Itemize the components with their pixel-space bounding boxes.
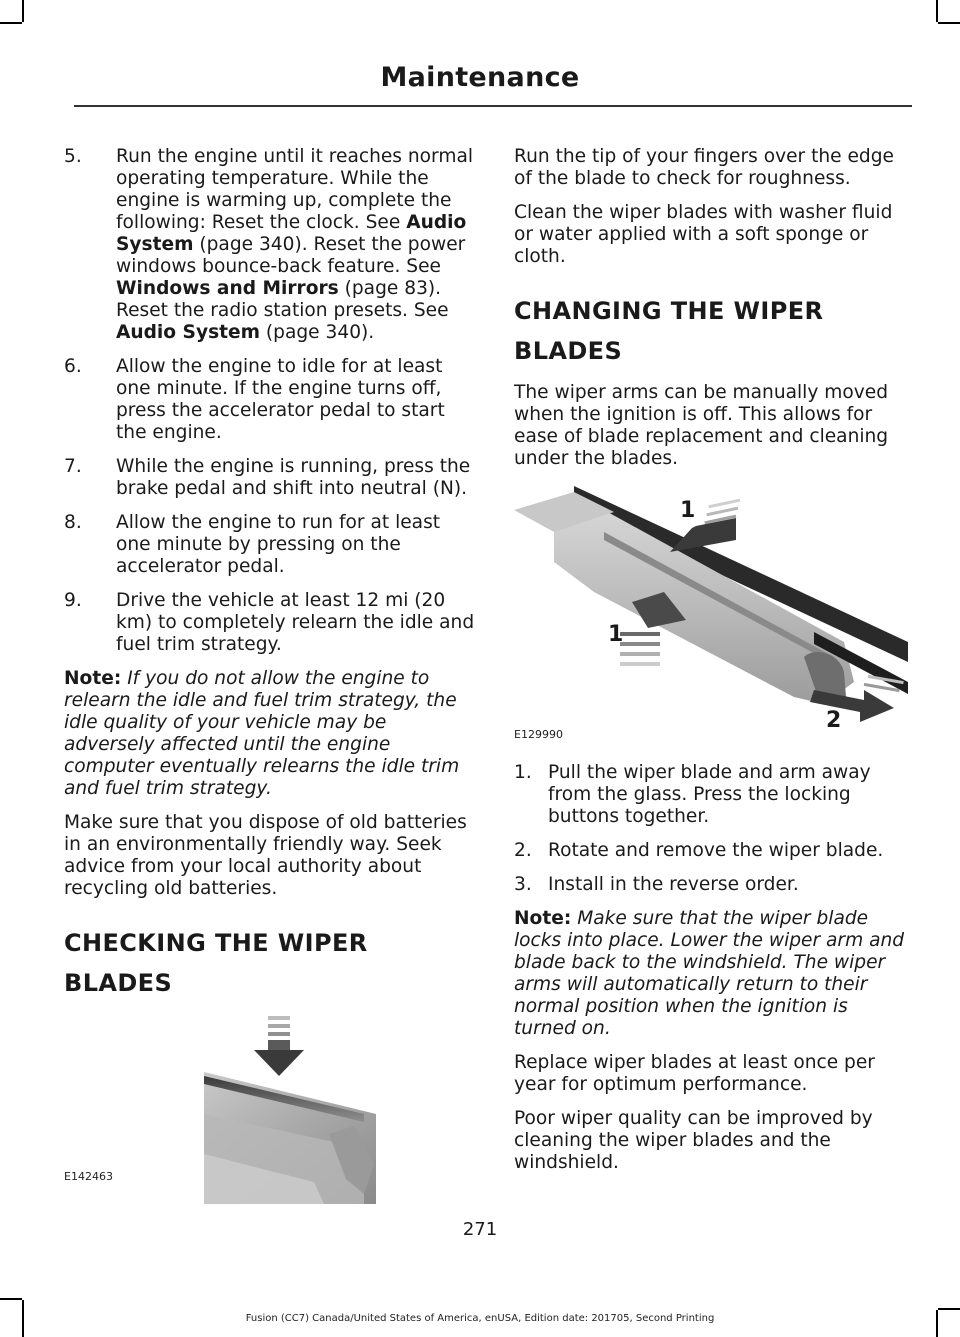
list-item [64,590,476,656]
callout-1-middle: 1 [608,622,624,647]
heading-line: BLADES [514,337,623,365]
list-number: 3. [514,874,532,895]
list-text: Allow the engine to run for at least one minute by pressing on the accelerator pedal. [116,512,441,577]
crop-mark [0,22,22,24]
list-number: 6. [64,356,82,377]
list-item [64,146,476,344]
wiper-blade-edge-illustration [64,1014,476,1210]
callout-2: 2 [826,708,842,733]
list-number: 1. [514,762,532,783]
footer-edition: Fusion (CC7) Canada/United States of America, enUSA, Edition date: 201705, Second Printing [245,1313,715,1324]
header-rule [74,105,912,107]
manual-move-paragraph: The wiper arms can be manually moved when the ignition is off. This allows for ease of blade replacement and cleaning under the blades. [514,382,889,469]
list-text: Pull the wiper blade and arm away from the glass. Press the locking buttons together. [548,762,871,827]
list-number: 9. [64,590,82,611]
list-text: (page 83). Reset the radio station presets. See [116,278,449,321]
list-text: Run the engine until it reaches normal operating temperature. While the engine is warming up, complete the following: Reset the clock. See [116,146,474,233]
crop-mark [22,0,24,22]
removal-steps-list [514,762,908,896]
list-number: 5. [64,146,82,167]
note-label: Note: [64,668,122,689]
section-heading-checking-wiper-blades [64,928,476,998]
cleaning-paragraph: Clean the wiper blades with washer fluid or water applied with a soft sponge or cloth. [514,202,893,267]
list-item [514,762,908,828]
heading-line: BLADES [64,969,173,997]
figure-code: E129990 [514,728,563,741]
battery-disposal-paragraph: Make sure that you dispose of old batteries in an environmentally friendly way. Seek advice from your local authority about recycling old batteries. [64,812,467,899]
note-text: If you do not allow the engine to relearn the idle and fuel trim strategy, the idle quality of your vehicle may be adversely affected until the engine computer eventually relearns the idle trim and fuel trim strategy. [64,668,460,799]
list-item [64,456,476,500]
crop-mark [938,22,960,24]
heading-line: CHECKING THE WIPER [64,929,368,957]
right-column [514,146,908,1186]
list-item [514,874,908,896]
crop-mark [938,1308,960,1310]
note-text: Make sure that the wiper blade locks into place. Lower the wiper arm and blade back to the windshield. The wiper arms will automatically return to their normal position when the ignition is turned on. [514,908,905,1039]
figure-code: E142463 [64,1170,113,1183]
roughness-check-paragraph: Run the tip of your fingers over the edge of the blade to check for roughness. [514,146,894,189]
left-column [64,146,476,1210]
list-item [64,356,476,444]
list-text: Rotate and remove the wiper blade. [548,840,884,861]
cross-reference: Windows and Mirrors [116,278,339,299]
wiper-quality-paragraph: Poor wiper quality can be improved by cleaning the wiper blades and the windshield. [514,1108,873,1173]
cross-reference: Audio System [116,322,261,343]
procedure-list [64,146,476,656]
section-heading-changing-wiper-blades [514,296,908,366]
page-title: Maintenance [380,62,580,93]
note-label: Note: [514,908,572,929]
heading-line: CHANGING THE WIPER [514,297,824,325]
wiper-blade-removal-figure [514,482,908,744]
crop-mark [936,0,938,22]
note-engine-relearn [64,668,476,800]
list-text: Drive the vehicle at least 12 mi (20 km) to completely relearn the idle and fuel trim strategy. [116,590,475,655]
page-number: 271 [462,1219,498,1240]
list-text: Install in the reverse order. [548,874,799,895]
wiper-arm-illustration [514,482,908,744]
crop-mark [0,1298,22,1300]
list-text: (page 340). Reset the power windows bounce-back feature. See [116,234,466,277]
list-item [514,840,908,862]
list-number: 2. [514,840,532,861]
list-text: While the engine is running, press the brake pedal and shift into neutral (N). [116,456,471,499]
wiper-blade-check-figure [64,1014,476,1210]
list-number: 7. [64,456,82,477]
list-text: (page 340). [260,322,375,343]
list-number: 8. [64,512,82,533]
note-wiper-lock [514,908,908,1040]
list-text: Allow the engine to idle for at least one minute. If the engine turns off, press the accelerator pedal to start the engine. [116,356,445,443]
cross-reference: Audio System [116,212,467,255]
callout-1-top: 1 [680,498,696,523]
replace-interval-paragraph: Replace wiper blades at least once per year for optimum performance. [514,1052,875,1095]
list-item [64,512,476,578]
